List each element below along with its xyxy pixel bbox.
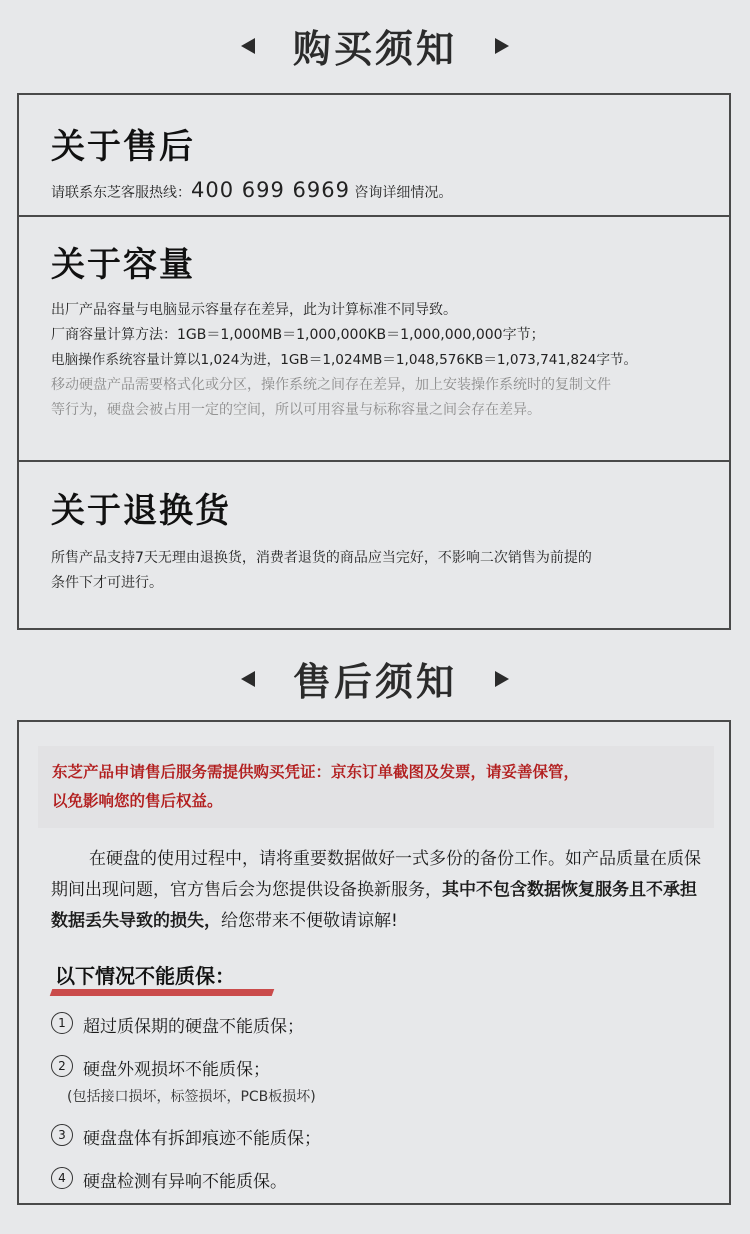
left-triangle-icon bbox=[241, 671, 255, 687]
capacity-note: 等行为，硬盘会被占用一定的空间，所以可用容量与标称容量之间会存在差异。 bbox=[51, 402, 541, 418]
purchase-notice-header bbox=[0, 18, 750, 73]
capacity-line: 出厂产品容量与电脑显示容量存在差异，此为计算标准不同导致。 bbox=[51, 302, 457, 318]
list-item-text: 硬盘盘体有拆卸痕迹不能质保； bbox=[83, 1129, 321, 1149]
para-end: 给您带来不便敬请谅解! bbox=[221, 911, 398, 931]
after-sales-section bbox=[19, 119, 729, 202]
circled-number: 4 bbox=[51, 1167, 73, 1189]
list-item-text: 超过质保期的硬盘不能质保； bbox=[83, 1017, 304, 1037]
list-item bbox=[51, 1012, 701, 1037]
right-triangle-icon bbox=[495, 671, 509, 687]
warranty-exclusions-list bbox=[51, 1012, 701, 1192]
hotline-line bbox=[51, 178, 729, 202]
para-bold: 其中不包含数据恢复服务且不承担数据丢失导致的损失， bbox=[51, 880, 697, 931]
after-sales-notice-header bbox=[0, 651, 750, 706]
after-sales-heading: 关于售后 bbox=[51, 127, 195, 167]
capacity-section bbox=[19, 237, 729, 423]
returns-line: 条件下才可进行。 bbox=[51, 575, 163, 591]
notice-line: 东芝产品申请售后服务需提供购买凭证：京东订单截图及发票，请妥善保管， bbox=[52, 763, 580, 781]
divider bbox=[19, 460, 729, 462]
divider bbox=[19, 215, 729, 217]
after-sales-notice-title: 售后须知 bbox=[292, 660, 457, 704]
para-normal: 在硬盘的使用过程中，请将重要数据做好一式多份的备份工作。如产品质量在质保期间出现问题，官方售后会为您提供设备换新服务， bbox=[51, 849, 701, 900]
circled-number: 2 bbox=[51, 1055, 73, 1077]
circled-number: 3 bbox=[51, 1124, 73, 1146]
list-item-subtext: (包括接口损坏，标签损坏，PCB板损坏) bbox=[67, 1089, 316, 1105]
list-item-text: 硬盘外观损坏不能质保； bbox=[83, 1060, 270, 1080]
hotline-suffix: 咨询详细情况。 bbox=[349, 185, 453, 201]
proof-of-purchase-notice bbox=[38, 746, 714, 828]
list-item bbox=[51, 1124, 701, 1149]
circled-number: 1 bbox=[51, 1012, 73, 1034]
notice-line: 以免影响您的售后权益。 bbox=[52, 792, 223, 810]
list-item bbox=[51, 1055, 701, 1080]
capacity-note: 移动硬盘产品需要格式化或分区，操作系统之间存在差异，加上安装操作系统时的复制文件 bbox=[51, 377, 611, 393]
purchase-notice-box bbox=[17, 93, 731, 630]
hotline-prefix: 请联系东芝客服热线： bbox=[51, 185, 191, 201]
warranty-exclusions-title: 以下情况不能质保： bbox=[55, 964, 235, 988]
capacity-heading: 关于容量 bbox=[51, 245, 195, 285]
left-triangle-icon bbox=[241, 38, 255, 54]
list-item bbox=[51, 1167, 701, 1192]
after-sales-notice-box bbox=[17, 720, 731, 1205]
returns-line: 所售产品支持7天无理由退换货，消费者退货的商品应当完好，不影响二次销售为前提的 bbox=[51, 550, 592, 566]
backup-paragraph bbox=[51, 844, 701, 937]
list-item-text: 硬盘检测有异响不能质保。 bbox=[83, 1172, 287, 1192]
title-underline bbox=[50, 989, 275, 996]
hotline-number: 400 699 6969 bbox=[191, 178, 350, 202]
purchase-notice-title: 购买须知 bbox=[292, 27, 457, 71]
returns-section bbox=[19, 483, 729, 596]
capacity-line: 电脑操作系统容量计算以1,024为进，1GB＝1,024MB＝1,048,576KB＝1,073,741,824字节。 bbox=[51, 352, 638, 368]
capacity-line: 厂商容量计算方法：1GB＝1,000MB＝1,000,000KB＝1,000,000,000字节； bbox=[51, 327, 545, 343]
right-triangle-icon bbox=[495, 38, 509, 54]
returns-heading: 关于退换货 bbox=[51, 491, 231, 531]
